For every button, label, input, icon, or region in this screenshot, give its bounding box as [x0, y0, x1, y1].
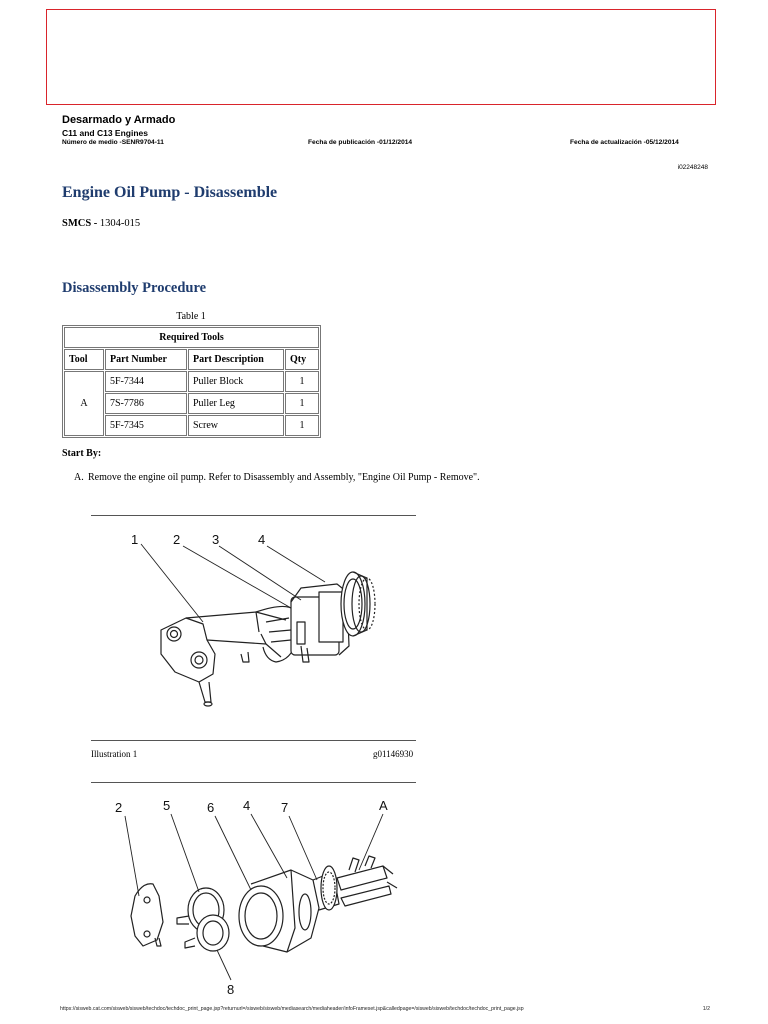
qty-cell: 1 [285, 393, 319, 414]
callout-6: 6 [207, 800, 215, 815]
column-header: Part Description [188, 349, 284, 370]
table-row [64, 371, 319, 392]
callout-a: A [379, 798, 388, 813]
step-item [74, 472, 480, 483]
media-number: Número de medio -SENR9704-11 [62, 139, 164, 146]
page-url: https://sisweb.cat.com/sisweb/sisweb/techdoc/techdoc_print_page.jsp?returnurl=/sisweb/sisweb/mediasearch/mediaheader/infoFrameset.jsp&calledpage=/sisweb/sisweb/techdoc/techdoc_print_page.jsp [60, 1006, 524, 1012]
table-heading: Required Tools [64, 327, 319, 348]
column-header: Tool [64, 349, 104, 370]
publication-date: Fecha de publicación -01/12/2014 [308, 139, 413, 146]
required-tools-table [62, 325, 321, 438]
document-id: i02248248 [677, 164, 708, 171]
callout-4: 4 [243, 798, 251, 813]
page-number: 1/2 [702, 1006, 710, 1012]
section-title: Disassembly Procedure [62, 280, 207, 296]
smcs-label: SMCS - [62, 218, 98, 229]
description-cell: Puller Leg [188, 393, 284, 414]
smcs-value: 1304-015 [99, 218, 141, 229]
oil-pump-illustration-1 [91, 522, 416, 722]
callout-3: 3 [212, 532, 220, 547]
oil-pump-exploded-illustration [91, 788, 416, 998]
callout-2: 2 [173, 532, 181, 547]
step-text: Remove the engine oil pump. Refer to Disassembly and Assembly, "Engine Oil Pump - Remove". [88, 472, 480, 483]
part-number-cell: 5F-7344 [105, 371, 187, 392]
part-number-cell: 7S-7786 [105, 393, 187, 414]
blank-red-frame [46, 9, 716, 105]
description-cell: Screw [188, 415, 284, 436]
qty-cell: 1 [285, 371, 319, 392]
description-cell: Puller Block [188, 371, 284, 392]
callout-1: 1 [131, 532, 139, 547]
illustration-caption: Illustration 1 [91, 749, 138, 759]
engine-models: C11 and C13 Engines [62, 128, 148, 138]
column-header: Qty [285, 349, 319, 370]
callout-2: 2 [115, 800, 123, 815]
qty-cell: 1 [285, 415, 319, 436]
divider [91, 740, 416, 741]
callout-7: 7 [281, 800, 289, 815]
divider [91, 782, 416, 783]
callout-5: 5 [163, 798, 171, 813]
illustration-ref: g01146930 [373, 749, 414, 759]
part-number-cell: 5F-7345 [105, 415, 187, 436]
tool-cell: A [64, 371, 104, 436]
step-letter: A. [74, 472, 84, 483]
column-header: Part Number [105, 349, 187, 370]
divider [91, 515, 416, 516]
manual-title: Desarmado y Armado [62, 114, 176, 126]
smcs-code [62, 218, 140, 229]
update-date: Fecha de actualización -05/12/2014 [570, 139, 679, 146]
start-by-label: Start By: [62, 448, 102, 459]
page-title: Engine Oil Pump - Disassemble [62, 184, 278, 201]
callout-4: 4 [258, 532, 266, 547]
callout-8: 8 [227, 982, 235, 997]
table-caption: Table 1 [176, 311, 206, 322]
